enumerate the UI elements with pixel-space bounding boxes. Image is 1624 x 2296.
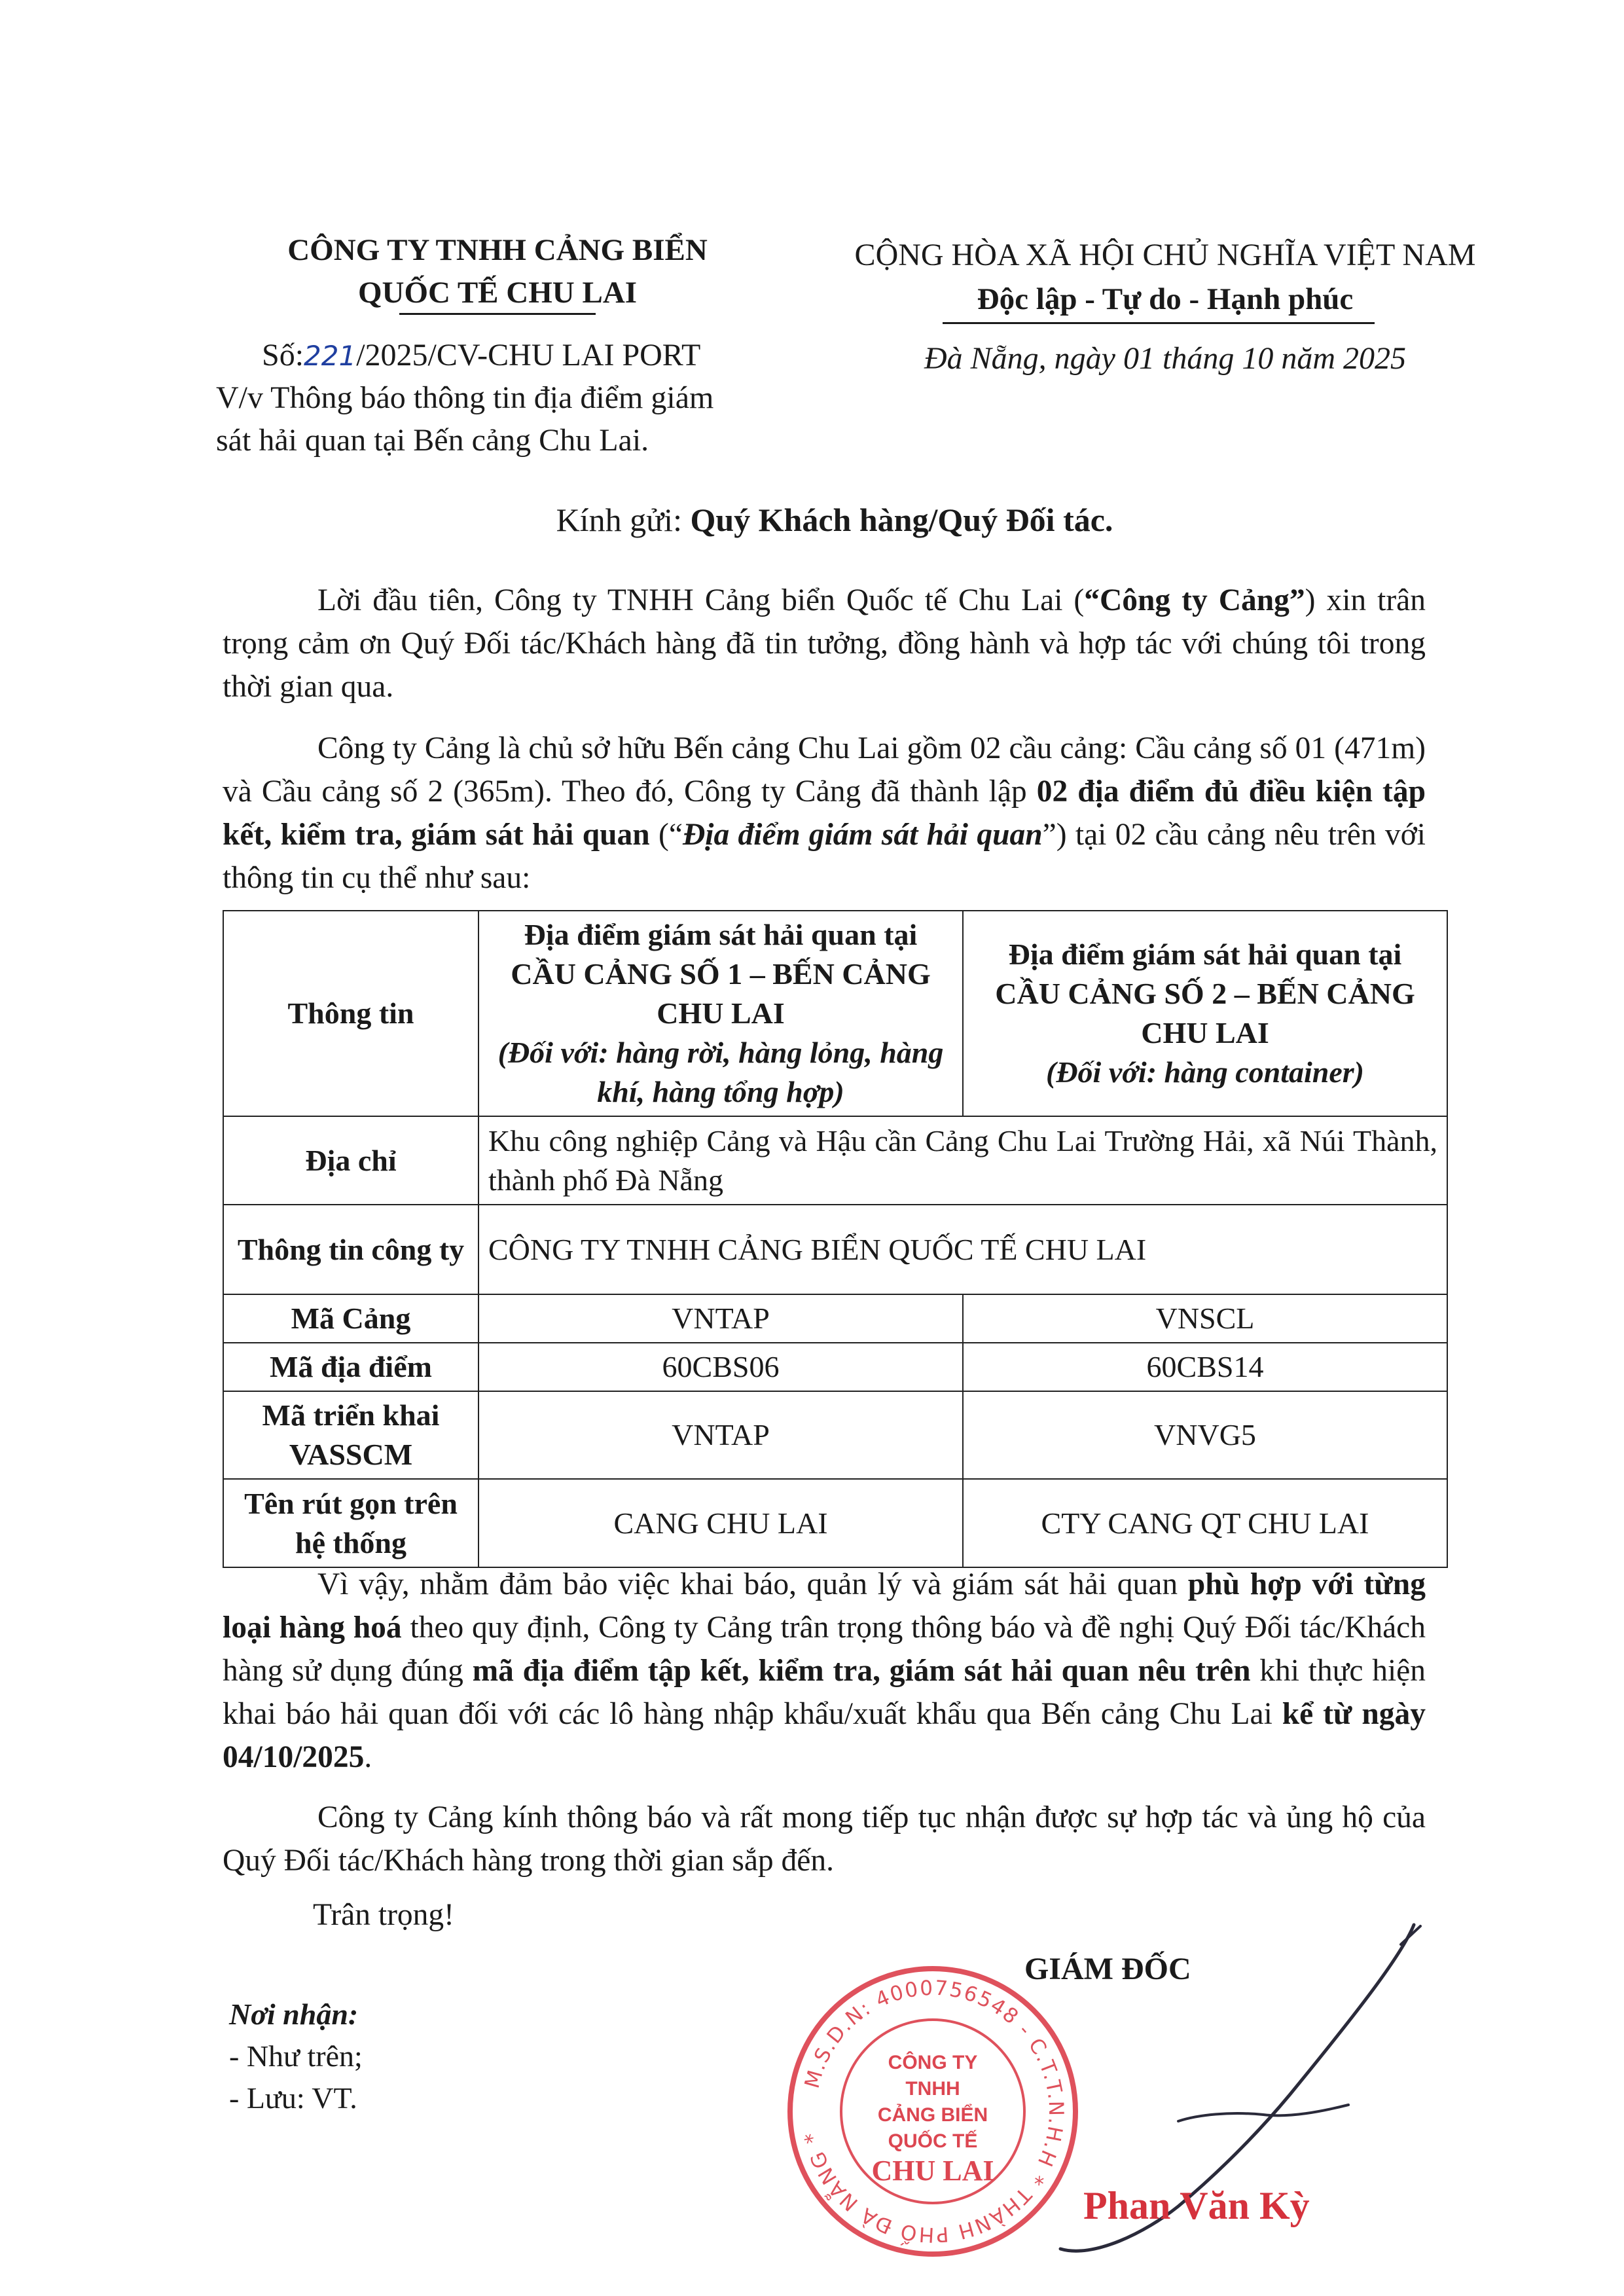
paragraph-intro: Lời đầu tiên, Công ty TNHH Cảng biển Quốc tế Chu Lai (“Công ty Cảng”) xin trân trọng cảm ơn Quý Đối tác/Khách hàng đã tin tưởng, đồng hành và hợp tác với chúng tôi trong thời gian qua. <box>223 583 1426 704</box>
table-row <box>223 1294 1447 1343</box>
row-label: Tên rút gọn trên hệ thống <box>223 1479 478 1567</box>
svg-text:CHU LAI: CHU LAI <box>871 2155 994 2187</box>
document-number: Số:221/2025/CV-CHU LAI PORT <box>262 338 701 373</box>
row-value-berth-1: VNTAP <box>478 1294 963 1343</box>
row-value-berth-2: VNSCL <box>963 1294 1447 1343</box>
closing-greeting: Trân trọng! <box>313 1898 454 1932</box>
handwritten-number: 221 <box>304 340 357 372</box>
recipient-item: - Như trên; <box>229 2039 363 2073</box>
paragraph-request: Vì vậy, nhằm đảm bảo việc khai báo, quản lý và giám sát hải quan phù hợp với từng loại hàng hoá theo quy định, Công ty Cảng trân trọng thông báo và đề nghị Quý Đối tác/Khách hàng sử dụng đúng mã địa điểm tập kết, kiểm tra, giám sát hải quan nêu trên khi thực hiện khai báo hải quan đối với các lô hàng nhập khẩu/xuất khẩu qua Bến cảng Chu Lai kể từ ngày 04/10/2025. <box>223 1567 1426 1774</box>
table-row <box>223 1343 1447 1391</box>
date-line: Đà Nẵng, ngày 01 tháng 10 năm 2025 <box>924 341 1406 376</box>
svg-text:QUỐC TẾ: QUỐC TẾ <box>888 2130 978 2152</box>
paragraph-port-info: Công ty Cảng là chủ sở hữu Bến cảng Chu Lai gồm 02 cầu cảng: Cầu cảng số 01 (471m) và Cầu cảng số 2 (365m). Theo đó, Công ty Cảng đã thành lập 02 địa điểm đủ điều kiện tập kết, kiểm tra, giám sát hải quan (“Địa điểm giám sát hải quan”) tại 02 cầu cảng nêu trên với thông tin cụ thể như sau: <box>223 731 1426 895</box>
recipients-title: Nơi nhận: <box>229 1997 359 2031</box>
signer-name: Phan Văn Kỳ <box>1083 2184 1310 2227</box>
subject-line2: sát hải quan tại Bến cảng Chu Lai. <box>216 423 649 458</box>
country-name: CỘNG HÒA XÃ HỘI CHỦ NGHĨA VIỆT NAM <box>854 238 1476 272</box>
table-header-row <box>223 911 1447 1116</box>
motto-underline <box>943 322 1375 324</box>
svg-text:CẢNG BIỂN: CẢNG BIỂN <box>877 2104 988 2126</box>
row-value-berth-2: CTY CANG QT CHU LAI <box>963 1479 1447 1567</box>
row-value-berth-2: 60CBS14 <box>963 1343 1447 1391</box>
national-motto: Độc lập - Tự do - Hạnh phúc <box>977 282 1354 316</box>
svg-text:M.S.D.N: 4000756548 - C.T.T.N.: M.S.D.N: 4000756548 - C.T.T.N.H.H * THÀNH PHỐ ĐÀ NẴNG * <box>799 1976 1068 2247</box>
recipient-item: - Lưu: VT. <box>229 2081 357 2115</box>
row-value-berth-2: VNVG5 <box>963 1391 1447 1479</box>
salutation-recipient: Quý Khách hàng/Quý Đối tác. <box>690 501 1113 538</box>
signer-title: GIÁM ĐỐC <box>1024 1952 1191 1986</box>
company-label: Thông tin công ty <box>223 1205 478 1294</box>
company-value: CÔNG TY TNHH CẢNG BIỂN QUỐC TẾ CHU LAI <box>478 1205 1447 1294</box>
table-row <box>223 1391 1447 1479</box>
subject-line1: V/v Thông báo thông tin địa điểm giám <box>216 380 714 415</box>
salutation: Kính gửi: Quý Khách hàng/Quý Đối tác. <box>556 501 1113 538</box>
svg-text:CÔNG TY: CÔNG TY <box>888 2052 978 2073</box>
table-row <box>223 1205 1447 1294</box>
header-info: Thông tin <box>223 911 478 1116</box>
address-value: Khu công nghiệp Cảng và Hậu cần Cảng Chu Lai Trường Hải, xã Núi Thành, thành phố Đà Nẵng <box>478 1116 1447 1205</box>
row-label: Mã triển khai VASSCM <box>223 1391 478 1479</box>
table-row <box>223 1116 1447 1205</box>
paragraph-thanks: Công ty Cảng kính thông báo và rất mong tiếp tục nhận được sự hợp tác và ủng hộ của Quý Đối tác/Khách hàng trong thời gian sắp đến. <box>223 1800 1426 1878</box>
row-value-berth-1: CANG CHU LAI <box>478 1479 963 1567</box>
row-value-berth-1: VNTAP <box>478 1391 963 1479</box>
row-label: Mã địa điểm <box>223 1343 478 1391</box>
row-value-berth-1: 60CBS06 <box>478 1343 963 1391</box>
address-label: Địa chỉ <box>223 1116 478 1205</box>
row-label: Mã Cảng <box>223 1294 478 1343</box>
table-row <box>223 1479 1447 1567</box>
company-name-line2: QUỐC TẾ CHU LAI <box>357 276 638 310</box>
customs-location-table <box>223 910 1448 1568</box>
svg-text:TNHH: TNHH <box>905 2078 960 2100</box>
company-name-line1: CÔNG TY TNHH CẢNG BIỂN <box>287 233 708 267</box>
header-berth-1: Địa điểm giám sát hải quan tại CẦU CẢNG SỐ 1 – BẾN CẢNG CHU LAI (Đối với: hàng rời, hàng lỏng, hàng khí, hàng tổng hợp) <box>478 911 963 1116</box>
header-berth-2: Địa điểm giám sát hải quan tại CẦU CẢNG SỐ 2 – BẾN CẢNG CHU LAI (Đối với: hàng container) <box>963 911 1447 1116</box>
company-underline <box>399 313 596 315</box>
